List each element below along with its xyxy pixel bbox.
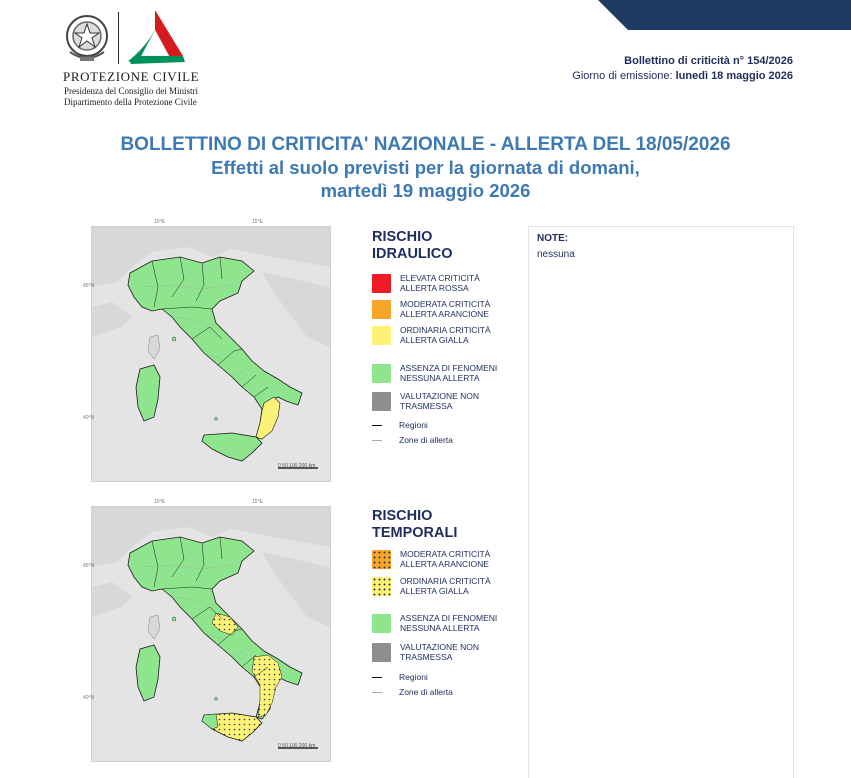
notes-panel (528, 226, 794, 778)
sardinia (136, 365, 160, 421)
protezione-civile-logo-icon (125, 8, 189, 66)
legend-title-idraulico (372, 229, 453, 263)
legend-item-arancione (372, 300, 490, 319)
legend-item-rossa (372, 274, 480, 293)
legend2-zones (372, 687, 453, 697)
regions-line-icon (372, 425, 382, 426)
header-band (598, 0, 851, 30)
legend2-swatch-gialla (372, 577, 391, 596)
map1-scale: 0 50 100 200 km (278, 463, 316, 469)
legend-title-temporali-line2: TEMPORALI (372, 525, 458, 541)
map-rischio-idraulico (83, 219, 331, 482)
legend-zones-label: Zone di allerta (399, 435, 453, 445)
bulletin-info (572, 54, 793, 84)
zones-line-icon (372, 440, 382, 441)
italy-map-idraulico (92, 227, 330, 481)
sardinia-2 (136, 645, 160, 701)
legend-text-non-trasmessa: VALUTAZIONE NON TRASMESSA (400, 391, 480, 411)
legend-text-arancione: MODERATA CRITICITÀ ALLERTA ARANCIONE (400, 299, 491, 319)
legend2-text-nessuna: ASSENZA DI FENOMENI NESSUNA ALLERTA (400, 613, 498, 633)
legend-title-temporali-line1: RISCHIO (372, 508, 433, 524)
emission-date: lunedì 18 maggio 2026 (675, 70, 793, 82)
legend-zones (372, 435, 453, 445)
italy-map-temporali (92, 507, 330, 761)
bulletin-title: BOLLETTINO DI CRITICITA' NAZIONALE - ALLERTA DEL 18/05/2026 (120, 134, 731, 155)
map2-lat-top: 45°N (83, 563, 95, 569)
legend2-item-non-trasmessa (372, 643, 479, 662)
republic-emblem-icon (64, 12, 110, 64)
zone-sud-yellow (252, 655, 282, 717)
legend2-item-arancione (372, 550, 490, 569)
map1-lat-top: 45°N (83, 283, 95, 289)
org-subtitle-department: Dipartimento della Protezione Civile (64, 97, 197, 107)
bulletin-number: Bollettino di criticità n° 154/2026 (624, 55, 793, 67)
map1-lat-bottom: 40°N (83, 415, 95, 421)
legend2-swatch-arancione (372, 550, 391, 569)
map2-lat-bottom: 40°N (83, 695, 95, 701)
bulletin-subtitle-line2: martedì 19 maggio 2026 (320, 180, 531, 201)
legend-title-idraulico-line1: RISCHIO (372, 229, 433, 245)
legend-item-gialla (372, 326, 491, 345)
emission-label: Giorno di emissione: (572, 70, 673, 82)
legend2-text-arancione: MODERATA CRITICITÀ ALLERTA ARANCIONE (400, 549, 491, 569)
legend-title-temporali (372, 508, 457, 542)
legend-item-non-trasmessa (372, 392, 479, 411)
legend2-zones-label: Zone di allerta (399, 687, 453, 697)
zones-line-icon-2 (372, 692, 382, 693)
legend2-item-nessuna (372, 614, 497, 633)
org-subtitle-presidency: Presidenza del Consiglio dei Ministri (64, 86, 198, 96)
notes-text: nessuna (537, 249, 575, 260)
notes-title: NOTE: (537, 233, 569, 244)
map2-lon-right: 15°E (252, 499, 263, 505)
bulletin-subtitle-line1: Effetti al suolo previsti per la giornata di domani, (211, 157, 640, 178)
legend2-swatch-non-trasmessa (372, 643, 391, 662)
map1-lon-right: 15°E (252, 219, 263, 225)
legend-item-nessuna (372, 364, 497, 383)
legend-regions (372, 420, 428, 430)
legend2-regions (372, 672, 428, 682)
legend-swatch-non-trasmessa (372, 392, 391, 411)
map2-lon-left: 10°E (154, 499, 165, 505)
legend2-text-gialla: ORDINARIA CRITICITÀ ALLERTA GIALLA (400, 576, 491, 596)
legend-text-rossa: ELEVATA CRITICITÀ ALLERTA ROSSA (400, 273, 480, 293)
legend-swatch-rossa (372, 274, 391, 293)
map2-scale: 0 50 100 200 km (278, 743, 316, 749)
legend-swatch-arancione (372, 300, 391, 319)
legend2-item-gialla (372, 577, 491, 596)
map-rischio-temporali (83, 499, 331, 762)
legend-title-idraulico-line2: IDRAULICO (372, 246, 453, 262)
legend-swatch-gialla (372, 326, 391, 345)
legend2-swatch-nessuna (372, 614, 391, 633)
legend-regions-label: Regioni (399, 420, 428, 430)
map1-lon-left: 10°E (154, 219, 165, 225)
legend2-regions-label: Regioni (399, 672, 428, 682)
logo-separator (118, 12, 119, 64)
legend-text-nessuna: ASSENZA DI FENOMENI NESSUNA ALLERTA (400, 363, 498, 383)
legend2-text-non-trasmessa: VALUTAZIONE NON TRASMESSA (400, 642, 480, 662)
org-name: PROTEZIONE CIVILE (63, 69, 200, 84)
legend-swatch-nessuna (372, 364, 391, 383)
legend-text-gialla: ORDINARIA CRITICITÀ ALLERTA GIALLA (400, 325, 491, 345)
regions-line-icon-2 (372, 677, 382, 678)
sicily (202, 433, 262, 461)
